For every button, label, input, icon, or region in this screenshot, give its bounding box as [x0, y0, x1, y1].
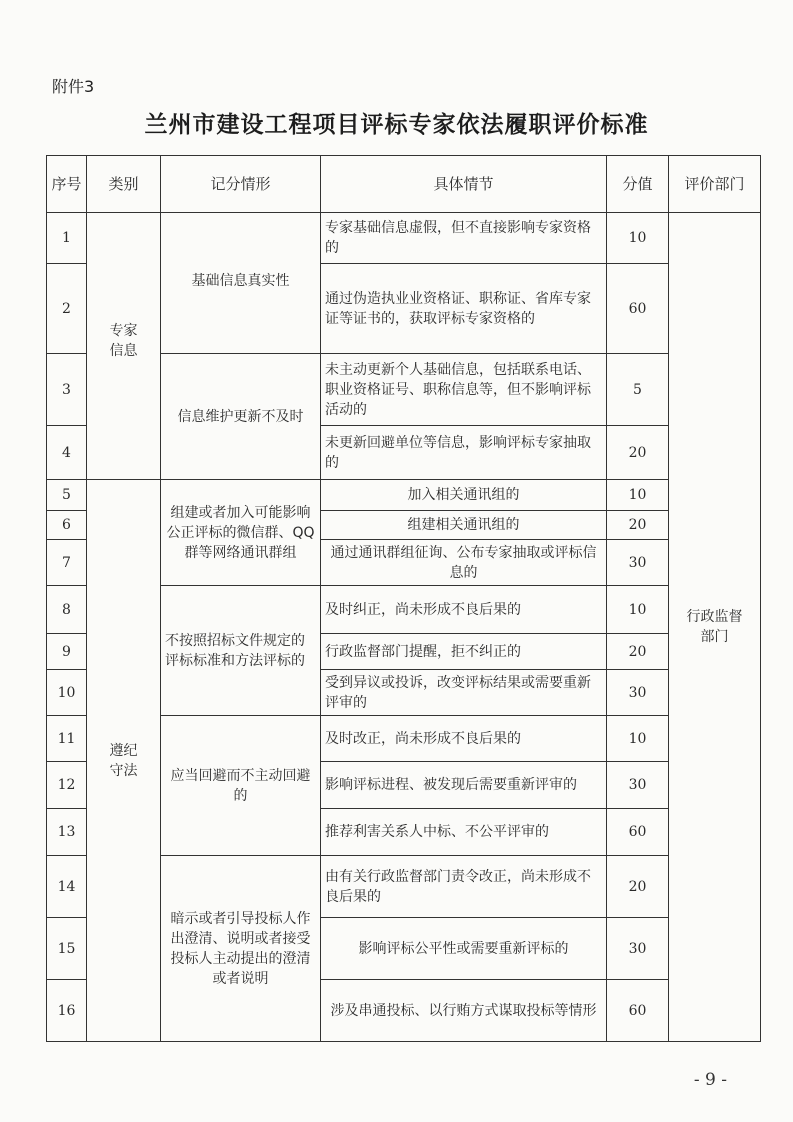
row-detail: 专家基础信息虚假，但不直接影响专家资格的 — [321, 213, 607, 264]
header-situation: 记分情形 — [161, 156, 321, 213]
row-detail: 未主动更新个人基础信息，包括联系电话、职业资格证号、职称信息等，但不影响评标活动的 — [321, 354, 607, 426]
evaluation-standard-table — [46, 155, 761, 1042]
row-score: 20 — [607, 511, 669, 540]
row-detail: 涉及串通投标、以行贿方式谋取投标等情形 — [321, 980, 607, 1042]
row-no: 16 — [47, 980, 87, 1042]
row-score: 20 — [607, 856, 669, 918]
row-score: 30 — [607, 670, 669, 716]
row-score: 30 — [607, 540, 669, 586]
header-dept: 评价部门 — [669, 156, 761, 213]
row-detail: 未更新回避单位等信息，影响评标专家抽取的 — [321, 426, 607, 480]
row-no: 9 — [47, 634, 87, 670]
row-no: 15 — [47, 918, 87, 980]
row-no: 8 — [47, 586, 87, 634]
row-detail: 通过伪造执业业资格证、职称证、省库专家证等证书的，获取评标专家资格的 — [321, 264, 607, 354]
table-row — [47, 480, 761, 511]
row-score: 30 — [607, 762, 669, 809]
row-no: 12 — [47, 762, 87, 809]
document-title: 兰州市建设工程项目评标专家依法履职评价标准 — [144, 111, 649, 138]
category-cell: 遵纪 守法 — [87, 480, 161, 1042]
situation-cell: 暗示或者引导投标人作出澄清、说明或者接受投标人主动提出的澄清或者说明 — [161, 856, 321, 1042]
row-detail: 影响评标公平性或需要重新评标的 — [321, 918, 607, 980]
row-score: 5 — [607, 354, 669, 426]
row-no: 5 — [47, 480, 87, 511]
row-score: 10 — [607, 480, 669, 511]
page-number: - 9 - — [693, 1070, 727, 1090]
header-score: 分值 — [607, 156, 669, 213]
table-header-row — [47, 156, 761, 213]
row-detail: 受到异议或投诉，改变评标结果或需要重新评审的 — [321, 670, 607, 716]
situation-cell: 信息维护更新不及时 — [161, 354, 321, 480]
row-score: 60 — [607, 980, 669, 1042]
row-score: 30 — [607, 918, 669, 980]
row-no: 14 — [47, 856, 87, 918]
header-detail: 具体情节 — [321, 156, 607, 213]
row-score: 10 — [607, 586, 669, 634]
header-category: 类别 — [87, 156, 161, 213]
attachment-label: 附件3 — [52, 77, 95, 96]
row-detail: 由有关行政监督部门责令改正，尚未形成不良后果的 — [321, 856, 607, 918]
row-detail: 行政监督部门提醒，拒不纠正的 — [321, 634, 607, 670]
row-detail: 及时改正，尚未形成不良后果的 — [321, 716, 607, 762]
row-score: 60 — [607, 809, 669, 856]
row-no: 10 — [47, 670, 87, 716]
situation-cell: 应当回避而不主动回避的 — [161, 716, 321, 856]
category-cell: 专家 信息 — [87, 213, 161, 480]
row-no: 4 — [47, 426, 87, 480]
row-detail: 加入相关通讯组的 — [321, 480, 607, 511]
row-score: 20 — [607, 426, 669, 480]
row-detail: 推荐利害关系人中标、不公平评审的 — [321, 809, 607, 856]
row-no: 3 — [47, 354, 87, 426]
row-no: 13 — [47, 809, 87, 856]
situation-cell: 不按照招标文件规定的评标标准和方法评标的 — [161, 586, 321, 716]
row-no: 1 — [47, 213, 87, 264]
row-score: 20 — [607, 634, 669, 670]
row-no: 6 — [47, 511, 87, 540]
row-no: 7 — [47, 540, 87, 586]
row-no: 11 — [47, 716, 87, 762]
situation-cell: 组建或者加入可能影响公正评标的微信群、QQ群等网络通讯群组 — [161, 480, 321, 586]
row-no: 2 — [47, 264, 87, 354]
row-detail: 及时纠正，尚未形成不良后果的 — [321, 586, 607, 634]
dept-cell: 行政监督 部门 — [669, 213, 761, 1042]
row-detail: 影响评标进程、被发现后需要重新评审的 — [321, 762, 607, 809]
row-detail: 组建相关通讯组的 — [321, 511, 607, 540]
header-no: 序号 — [47, 156, 87, 213]
row-score: 10 — [607, 213, 669, 264]
row-detail: 通过通讯群组征询、公布专家抽取或评标信息的 — [321, 540, 607, 586]
table-row — [47, 213, 761, 264]
row-score: 60 — [607, 264, 669, 354]
situation-cell: 基础信息真实性 — [161, 213, 321, 354]
row-score: 10 — [607, 716, 669, 762]
